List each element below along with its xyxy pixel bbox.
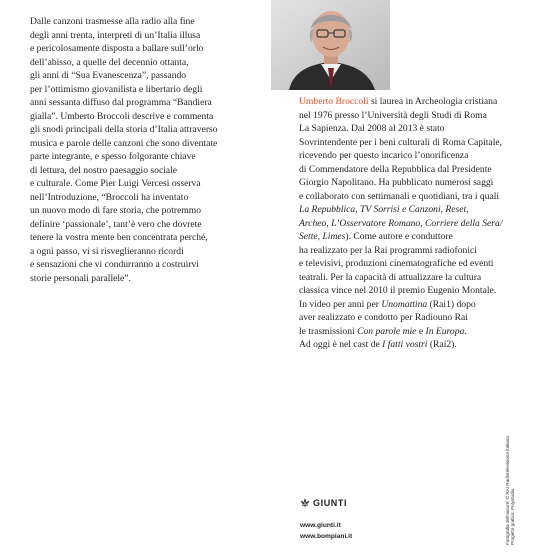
publisher-logo [300, 497, 347, 509]
blurb-line: di lettura, del nostro paesaggio sociale [30, 164, 178, 176]
publication-titles: Archeo, L’Osservatore Romano, Corriere della Sera/ [299, 217, 503, 229]
blurb-line: gli snodi principali della storia d’Italia attraverso [30, 124, 218, 135]
bio-text: . [464, 325, 467, 337]
url-giunti[interactable]: www.giunti.it [300, 522, 341, 529]
bio-line [299, 95, 527, 109]
blurb-line: parte integrante, e spesso folgorante chiave [30, 151, 196, 162]
bio-line [299, 298, 527, 312]
publication-titles: La Repubblica, TV Sorrisi e Canzoni, Reset, [299, 204, 469, 215]
bio-text: ). Come autore e conduttore [345, 231, 453, 242]
bio-line: Sovrintendente per i beni culturali di Roma Capitale, [299, 136, 503, 148]
blurb-line: dell’abisso, a quelle del decennio ottanta, [30, 56, 189, 68]
photo-credit [505, 436, 516, 545]
program-title: In Europa [425, 325, 465, 337]
credit-line: Fotografia dell’autore: © RAI Radiotelevisione italiana [505, 436, 510, 545]
bio-text: si laurea in Archeologia cristiana [368, 96, 498, 107]
bio-line: e televisivi, produzioni cinematografiche ed eventi [299, 258, 494, 269]
blurb-line: nell’Introduzione, “Broccoli ha inventato [30, 191, 189, 203]
bio-line [299, 325, 527, 339]
author-photo [271, 0, 390, 90]
author-bio [299, 95, 527, 352]
blurb-line: musica e parole delle canzoni che sono diventate [30, 137, 218, 149]
bio-text: Ad oggi è nel cast de [299, 339, 383, 350]
bio-line: aver realizzato e condotto per Radiouno Rai [299, 312, 468, 323]
bio-line [299, 338, 527, 352]
blurb-line: e pericolosamente disposta a ballare sull’orlo [30, 43, 204, 54]
bio-line: classica vince nel 2010 il premio Eugenio Montale. [299, 285, 497, 296]
blurb-line: degli anni trenta, interpreti di un’Italia illusa [30, 29, 201, 41]
blurb-line: anni sessanta diffuso dal programma “Bandiera [30, 97, 212, 108]
bio-line: teatrali. Per la capacità di attualizzare la cultura [299, 271, 482, 283]
bio-line: La Sapienza. Dal 2008 al 2013 è stato [299, 123, 445, 134]
bio-line [299, 217, 527, 231]
bio-text: (Rai1) dopo [427, 298, 476, 310]
bio-line: ricevendo per questo incarico l’onorificenza [299, 150, 469, 161]
bio-line [299, 203, 527, 217]
blurb-line: Dalle canzoni trasmesse alla radio alla fine [30, 16, 195, 27]
bio-line: nel 1976 presso l’Università degli Studi di Roma [299, 109, 487, 121]
blurb-line: per l’ottimismo giovanilista e libertario degli [30, 83, 203, 95]
back-cover-blurb [30, 15, 268, 285]
blurb-line: definire ‘passionale’, tant’è vero che dovrete [30, 218, 202, 230]
blurb-line: e culturale. Come Pier Luigi Vercesi osserva [30, 178, 201, 189]
bio-line: ha realizzato per la Rai programmi radiofonici [299, 244, 477, 256]
blurb-line: tenere la vostra mente ben concentrata perché, [30, 232, 208, 243]
url-bompiani[interactable]: www.bompiani.it [300, 533, 353, 540]
program-title: Con parole mie [357, 325, 417, 337]
program-title: I fatti vostri [382, 339, 428, 350]
blurb-line: e sensazioni che vi condurranno a costruirvi [30, 259, 199, 270]
bio-text: (Rai2). [427, 339, 457, 350]
publication-titles: Sette, Limes [299, 231, 346, 242]
bio-line: di Commendatore della Repubblica dal Presidente [299, 163, 492, 175]
blurb-line: gialla”. Umberto Broccoli descrive e commenta [30, 110, 214, 122]
blurb-line: gli anni di “Sua Evanescenza”, passando [30, 70, 187, 81]
credit-line: Progetto grafico: Polystudio [510, 488, 516, 545]
blurb-line: storie personali parallele”. [30, 272, 131, 284]
publisher-name: GIUNTI [313, 498, 348, 508]
program-title: Unomattina [381, 298, 428, 310]
bio-line: e collaborato con settimanali e quotidiani, tra i quali [299, 190, 500, 202]
bio-text: e [416, 325, 426, 337]
bio-line [299, 230, 527, 244]
bio-line: Giorgio Napolitano. Ha pubblicato numerosi saggi [299, 177, 494, 188]
bio-text: le trasmissioni [299, 325, 358, 337]
blurb-line: un nuovo modo di fare storia, che potremmo [30, 205, 202, 216]
author-name: Umberto Broccoli [299, 96, 369, 107]
publisher-urls [300, 520, 352, 542]
blurb-line: a ogni passo, vi si risveglieranno ricordi [30, 245, 184, 257]
bio-text: In video per anni per [299, 298, 382, 310]
giunti-lily-icon [300, 498, 310, 508]
